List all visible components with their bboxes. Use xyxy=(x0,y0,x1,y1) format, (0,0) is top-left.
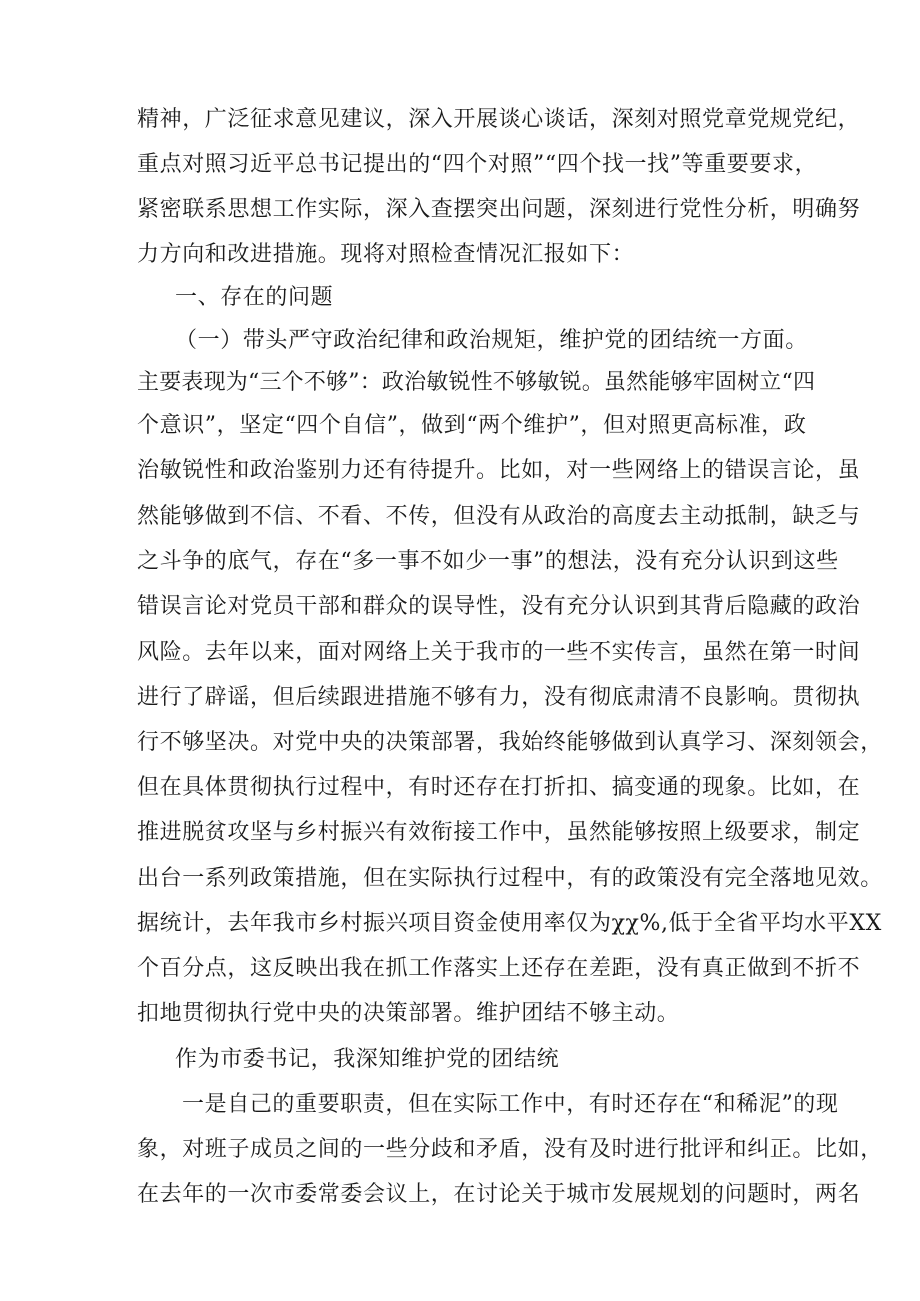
body-text-line: 之斗争的底气，存在“多一事不如少一事”的想法，没有充分认识到这些 xyxy=(137,549,839,574)
body-text-line: 力方向和改进措施。现将对照检查情况汇报如下： xyxy=(137,242,635,267)
body-text-line: 主要表现为“三个不够”：政治敏锐性不够敏锐。虽然能够牢固树立“四 xyxy=(137,370,816,395)
body-text-line: 在去年的一次市委常委会议上，在讨论关于城市发展规划的问题时，两名 xyxy=(137,1182,861,1207)
section-heading: 一、存在的问题 xyxy=(175,285,334,310)
body-text-line: 据统计，去年我市乡村振兴项目资金使用率仅为χχ%,低于全省平均水平XX xyxy=(137,911,882,936)
body-text-line: 然能够做到不信、不看、不传，但没有从政治的高度去主动抵制，缺乏与 xyxy=(137,504,861,529)
body-text-line: 象，对班子成员之间的一些分歧和矛盾，没有及时进行批评和纠正。比如， xyxy=(137,1137,883,1162)
body-text-line: 治敏锐性和政治鉴别力还有待提升。比如，对一些网络上的错误言论，虽 xyxy=(137,458,861,483)
subsection-heading: （一）带头严守政治纪律和政治规矩，维护党的团结统一方面。 xyxy=(175,328,808,353)
body-text-line: 扣地贯彻执行党中央的决策部署。维护团结不够主动。 xyxy=(137,1001,680,1026)
body-text-line: 精神，广泛征求意见建议，深入开展谈心谈话，深刻对照党章党规党纪， xyxy=(137,107,861,132)
body-text-line: 重点对照习近平总书记提出的“四个对照”“四个找一找”等重要要求， xyxy=(137,152,818,177)
body-text-line: 但在具体贯彻执行过程中，有时还存在打折扣、搞变通的现象。比如，在 xyxy=(137,775,861,800)
body-text-line: 错误言论对党员干部和群众的误导性，没有充分认识到其背后隐藏的政治 xyxy=(137,594,861,619)
body-text-line: 推进脱贫攻坚与乡村振兴有效衔接工作中，虽然能够按照上级要求，制定 xyxy=(137,820,861,845)
body-text-line: 出台一系列政策措施，但在实际执行过程中，有的政策没有完全落地见效。 xyxy=(137,866,883,891)
body-text-line: 紧密联系思想工作实际，深入查摆突出问题，深刻进行党性分析，明确努 xyxy=(137,197,861,222)
body-text-line: 个意识”，坚定“四个自信”，做到“两个维护”，但对照更高标准，政 xyxy=(137,413,807,438)
body-text-line: 风险。去年以来，面对网络上关于我市的一些不实传言，虽然在第一时间 xyxy=(137,640,861,665)
body-text-line: 个百分点，这反映出我在抓工作落实上还存在差距，没有真正做到不折不 xyxy=(137,956,861,981)
body-text-line: 进行了辟谣，但后续跟进措施不够有力，没有彻底肃清不良影响。贯彻执 xyxy=(137,685,861,710)
body-text-line: 行不够坚决。对党中央的决策部署，我始终能够做到认真学习、深刻领会， xyxy=(137,730,883,755)
body-text-line: 作为市委书记，我深知维护党的团结统 xyxy=(175,1047,560,1072)
body-text-line: 一是自己的重要职责，但在实际工作中，有时还存在“和稀泥”的现 xyxy=(182,1092,839,1117)
